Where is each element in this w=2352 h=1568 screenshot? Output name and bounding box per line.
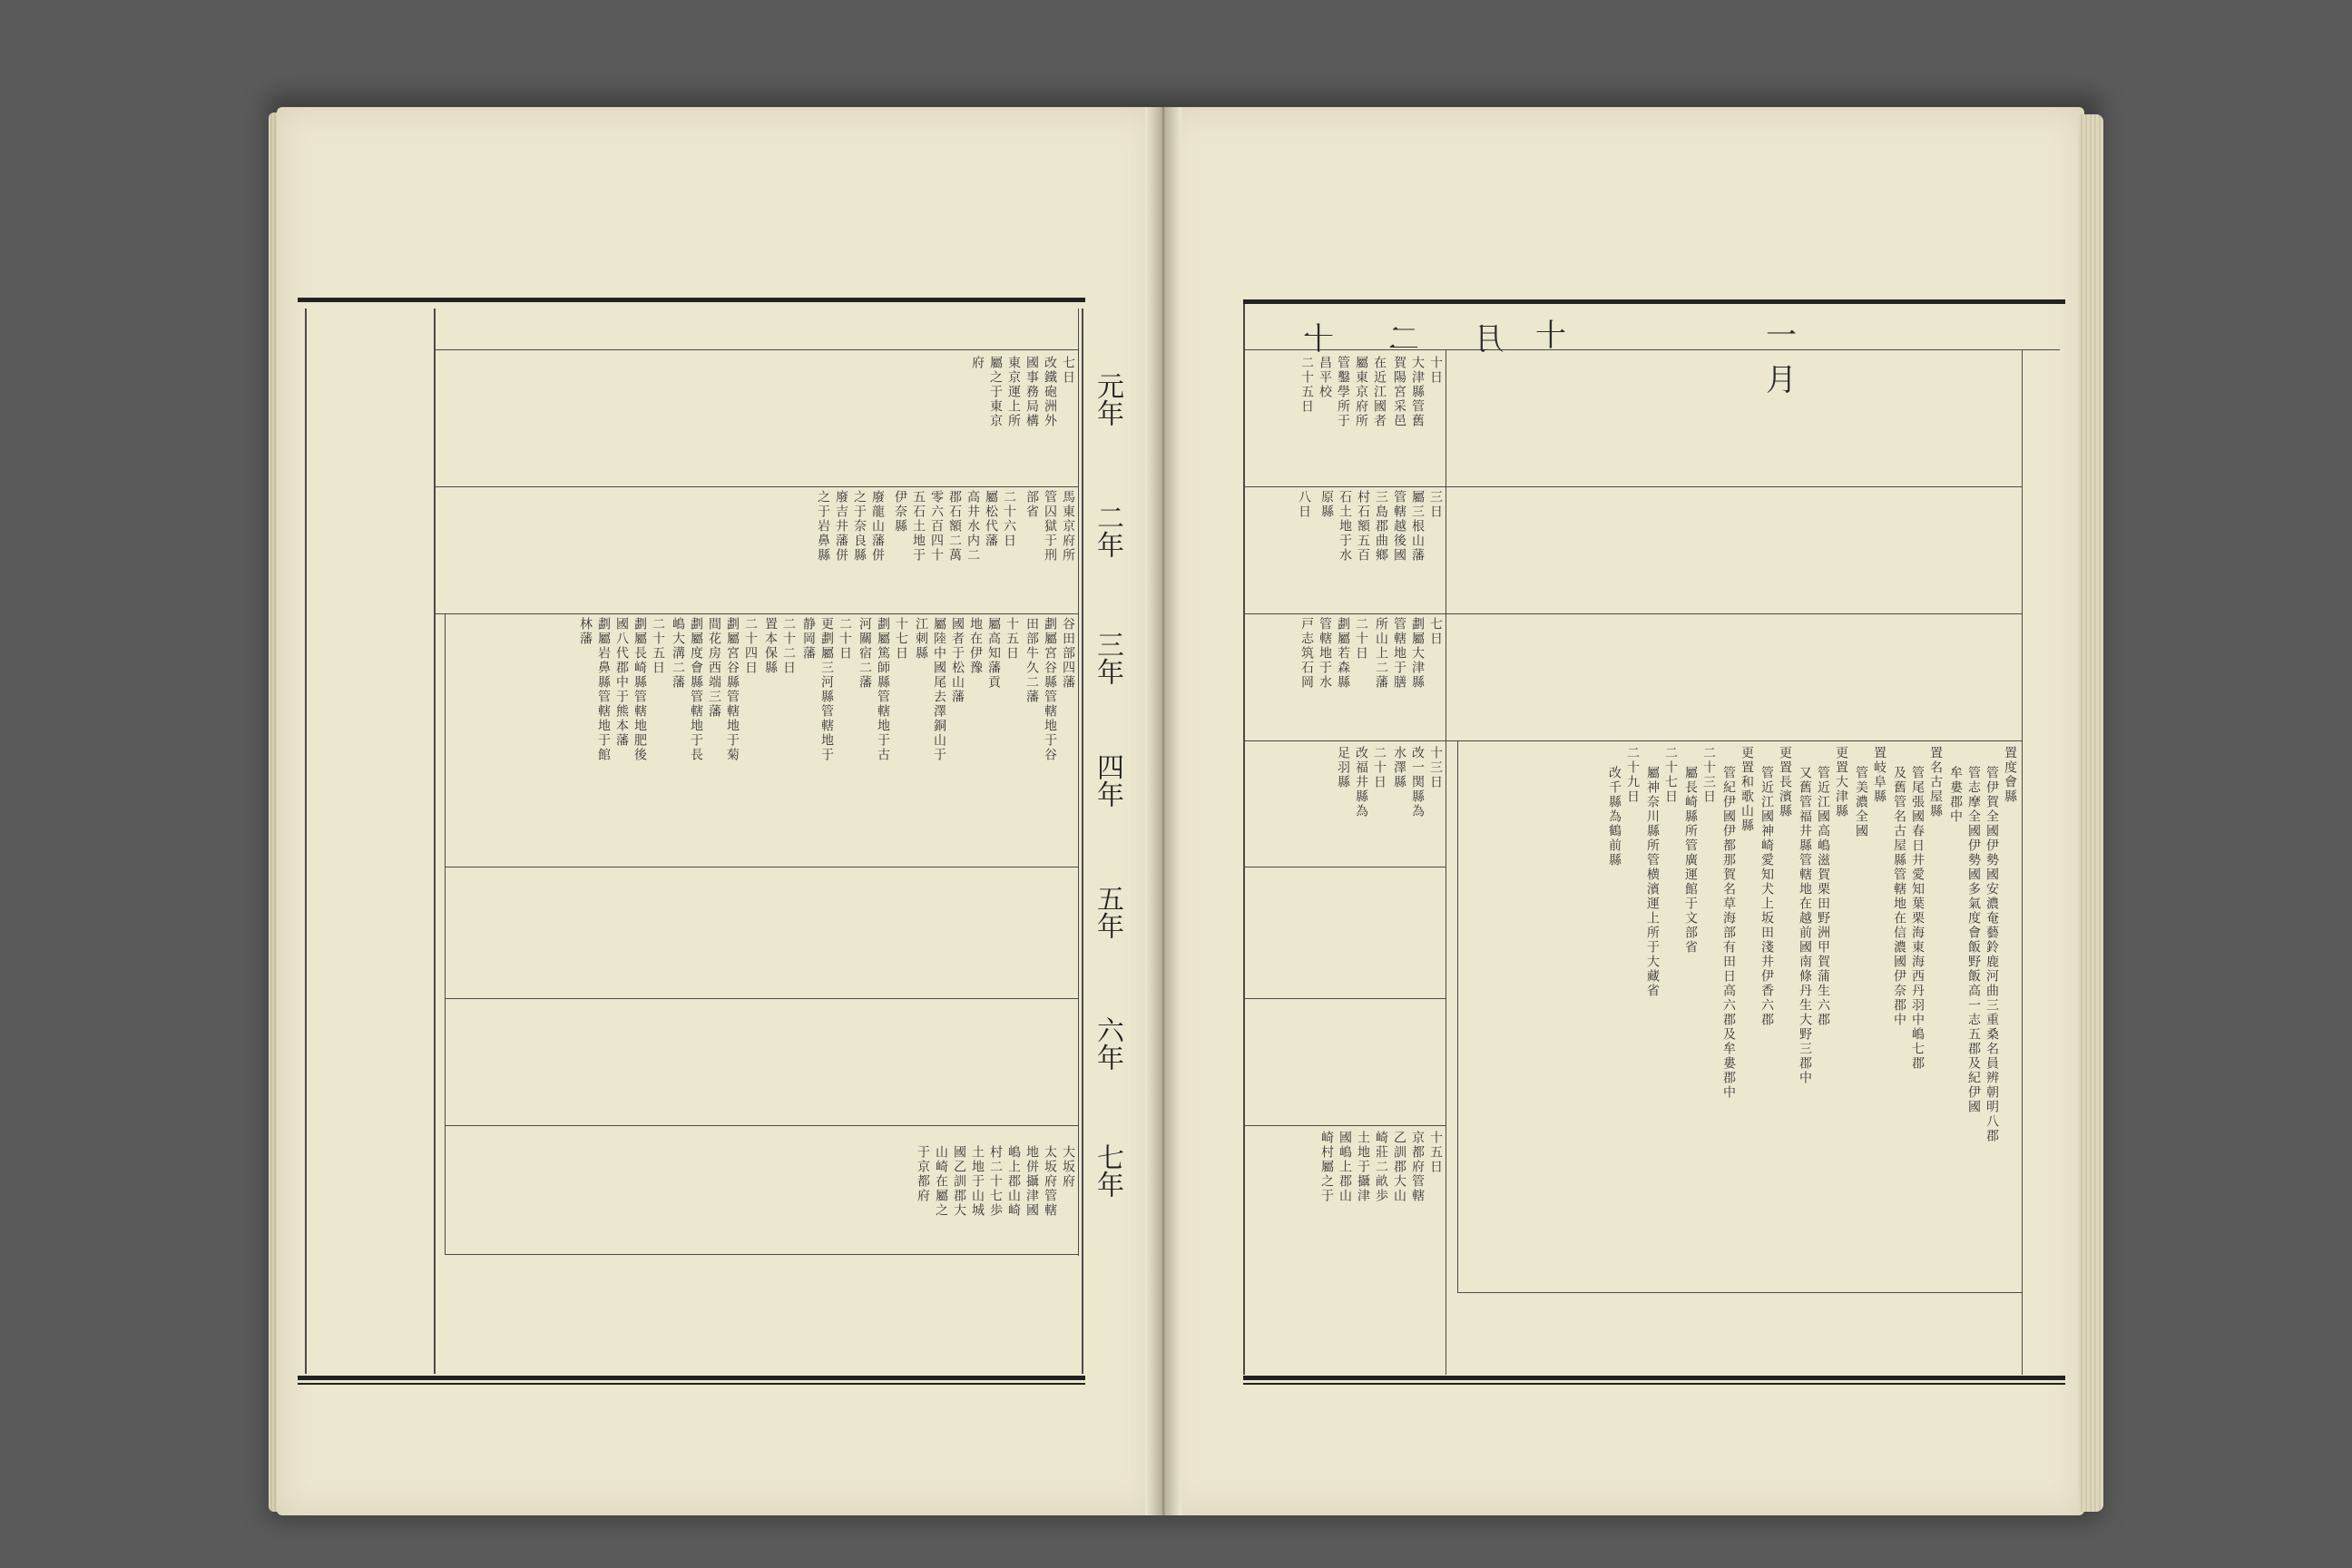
left-notes-row3 — [454, 617, 1075, 862]
note-line: 部省 — [1024, 490, 1039, 519]
left-top-rule — [298, 298, 1085, 302]
note-line: 置岐阜縣 — [1872, 746, 1886, 804]
note-line: 管轄地于膳 — [1392, 617, 1406, 690]
year-label-6: 六年 — [1092, 1016, 1123, 1071]
note-line: 賀陽宮采邑 — [1392, 356, 1406, 428]
note-line: 崎莊二畝歩 — [1374, 1131, 1388, 1203]
note-line: 屬之于東京 — [988, 356, 1003, 428]
note-line: 國嶋上郡山 — [1338, 1131, 1352, 1203]
note-line: 更劃屬三河縣管轄地于 — [819, 617, 834, 762]
note-line: 管尾張國春日井愛知葉栗海東海西丹羽中嶋七郡 — [1910, 766, 1925, 1071]
note-line: 十七日 — [894, 617, 908, 661]
note-line: 土地于山城 — [970, 1145, 985, 1218]
note-line: 改千縣為鶴前縣 — [1607, 766, 1622, 867]
note-line: 管美濃全國 — [1854, 766, 1868, 838]
note-line: 廢吉井藩併 — [834, 490, 848, 563]
note-line: 屬東京府所 — [1354, 356, 1368, 428]
right-row-sep-6 — [1245, 1125, 1446, 1126]
note-line: 足羽縣 — [1336, 746, 1350, 789]
right-row-sep-2 — [1245, 613, 2022, 614]
note-line: 三島郡曲鄉 — [1374, 490, 1388, 563]
month-header-eleventh — [1488, 310, 1996, 399]
note-line: 之于奈良縣 — [852, 490, 867, 563]
note-line: 置名古屋縣 — [1928, 746, 1943, 818]
note-line: 河關宿二藩 — [858, 617, 872, 690]
book-gutter — [1145, 107, 1181, 1515]
note-line: 地在伊豫 — [968, 617, 983, 675]
note-line: 村二十七歩 — [988, 1145, 1003, 1218]
note-line: 馬東京府所 — [1061, 490, 1075, 563]
note-line: 大坂府 — [1061, 1145, 1075, 1189]
note-line: 八日 — [1297, 490, 1311, 519]
note-line: 郡石額二萬 — [947, 490, 962, 563]
note-line: 地併攝津國 — [1024, 1145, 1039, 1218]
right-twelfth-low — [1252, 617, 1443, 737]
note-line: 劃屬宮谷縣管轄地于谷 — [1043, 617, 1057, 762]
note-line: 屬高知藩貢 — [986, 617, 1001, 690]
note-line: 戸志筑石岡 — [1299, 617, 1314, 690]
note-line: 崎村屬之于 — [1319, 1131, 1334, 1203]
note-line: 七日 — [1061, 356, 1075, 385]
note-line: 管伊賀全國伊勢國安濃奄藝鈴鹿河曲三重桑名員辨朝明八郡 — [1984, 766, 1999, 1143]
note-line: 七日 — [1428, 617, 1443, 646]
note-line: 管志摩全國伊勢國多氣度會飯野飯高一志五郡及紀伊國 — [1966, 766, 1981, 1114]
note-line: 府 — [970, 356, 985, 370]
note-line: 二十七日 — [1663, 746, 1678, 804]
note-line: 水澤縣 — [1392, 746, 1406, 789]
note-line: 五石土地于 — [911, 490, 926, 563]
notes-column-right — [1078, 309, 1079, 1256]
right-row-sep-5 — [1245, 998, 1446, 999]
note-line: 山崎在屬之 — [934, 1145, 948, 1218]
year-row-sep-5 — [445, 998, 1078, 999]
note-line: 置本保縣 — [763, 617, 778, 675]
month-header-eleventh-text: 十一月 — [1535, 318, 1996, 398]
note-line: 間花房西端三藩 — [707, 617, 721, 719]
note-line: 更置和歌山縣 — [1740, 746, 1754, 833]
note-line: 屬陸中國尾去澤銅山于 — [932, 617, 946, 762]
note-line: 東京運上所 — [1006, 356, 1021, 428]
note-line: 屬松代藩 — [984, 490, 998, 548]
right-outer-right-vline — [2022, 349, 2023, 1375]
note-line: 京都府管轄 — [1410, 1131, 1425, 1203]
year-row-sep-6 — [445, 1125, 1078, 1126]
note-line: 大津縣管舊 — [1410, 356, 1425, 428]
right-page-edge — [2078, 114, 2103, 1512]
note-line: 二十六日 — [1002, 490, 1016, 548]
note-line: 更置大津縣 — [1834, 746, 1848, 818]
note-line: 又舊管福井縣管轄地在越前國南條丹生大野三郡中 — [1798, 766, 1812, 1085]
note-line: 嶋上郡山崎 — [1006, 1145, 1021, 1218]
note-line: 零六百四十 — [929, 490, 944, 563]
note-line: 管紀伊國伊都那賀名草海部有田日高六郡及牟婁郡中 — [1721, 766, 1736, 1100]
note-line: 管近江國神崎愛知犬上坂田淺井伊香六郡 — [1759, 766, 1774, 1027]
note-line: 原縣 — [1319, 490, 1334, 519]
year-label-4: 四年 — [1092, 753, 1123, 808]
left-notes-row7 — [853, 1145, 1075, 1252]
note-line: 屬神奈川縣所管横濱運上所于大藏省 — [1645, 766, 1660, 998]
note-line: 二十日 — [1372, 746, 1387, 789]
note-line: 于京都府 — [916, 1145, 930, 1203]
note-line: 屬三根山藩 — [1410, 490, 1425, 563]
note-line: 國八代郡中于熊本藩 — [614, 617, 629, 748]
note-line: 改鐵砲洲外 — [1043, 356, 1057, 428]
note-line: 十三日 — [1428, 746, 1443, 789]
year-label-5: 五年 — [1092, 885, 1123, 939]
note-line: 劃屬若森縣 — [1336, 617, 1350, 690]
note-line: 石土地于水 — [1338, 490, 1352, 563]
note-line: 昌平校 — [1318, 356, 1332, 399]
note-line: 管鑿學所于 — [1336, 356, 1350, 428]
year-row-sep-7 — [445, 1254, 1078, 1255]
year-label-7: 七年 — [1092, 1143, 1123, 1198]
note-line: 二十五日 — [651, 617, 665, 675]
right-box-left — [1457, 740, 1458, 1292]
note-line: 林藩 — [578, 617, 593, 646]
note-line: 管近江國高嶋滋賀栗田野洲甲賀蒲生六郡 — [1816, 766, 1830, 1027]
note-line: 國乙訓郡大 — [952, 1145, 966, 1218]
note-line: 江刺縣 — [914, 617, 928, 661]
note-line: 劃屬大津縣 — [1410, 617, 1425, 690]
note-line: 國者于松山藩 — [950, 617, 965, 704]
year-label-1: 元年 — [1092, 372, 1123, 426]
note-line: 國事務局構 — [1024, 356, 1039, 428]
right-twelfth-bottom — [1252, 1131, 1443, 1258]
note-line: 二十日 — [1354, 617, 1368, 661]
note-line: 牟婁郡中 — [1948, 766, 1963, 824]
note-line: 更置長濱縣 — [1778, 746, 1792, 818]
note-line: 嶋大溝二藩 — [671, 617, 685, 690]
year-label-3: 三年 — [1092, 631, 1123, 685]
note-line: 村石額五百 — [1356, 490, 1370, 563]
note-line: 改福井縣為 — [1354, 746, 1368, 818]
right-twelfth-upper — [1252, 356, 1443, 483]
note-line: 劃屬篤師縣管轄地于古 — [876, 617, 890, 762]
note-line: 伊奈縣 — [893, 490, 907, 534]
right-outer-left-vline — [1243, 304, 1245, 1375]
note-line: 劃屬宮谷縣管轄地于菊 — [725, 617, 740, 762]
note-line: 置度會縣 — [2003, 746, 2017, 804]
left-inner-vline — [434, 309, 436, 1374]
year-row-sep-1 — [436, 349, 1078, 350]
right-eleventh-extra — [1298, 746, 1443, 927]
note-line: 二十九日 — [1625, 746, 1640, 804]
note-line: 静岡藩 — [801, 617, 816, 661]
month-header-twelfth — [1249, 314, 1504, 358]
note-line: 田部牛久二藩 — [1024, 617, 1039, 704]
right-row-sep-1 — [1245, 486, 2022, 487]
note-line: 二十五日 — [1299, 356, 1314, 414]
note-line: 十五日 — [1428, 1131, 1443, 1174]
note-line: 高井水内二 — [965, 490, 980, 563]
note-line: 二十三日 — [1701, 746, 1716, 804]
right-row-sep-3 — [1245, 740, 2022, 741]
note-line: 二十日 — [838, 617, 852, 661]
year-column-vline — [1082, 309, 1083, 1374]
note-line: 劃屬岩鼻縣管轄地于館 — [596, 617, 611, 762]
note-line: 屬長崎縣所管廣運館于文部省 — [1683, 766, 1698, 955]
note-line: 二十二日 — [781, 617, 796, 675]
note-line: 之于岩鼻縣 — [816, 490, 830, 563]
note-line: 改一関縣為 — [1410, 746, 1425, 818]
note-line: 土地于攝津 — [1356, 1131, 1370, 1203]
note-line: 管轄越後國 — [1392, 490, 1406, 563]
right-bottom-rule — [1243, 1376, 2065, 1380]
note-line: 管囚獄于刑 — [1043, 490, 1057, 563]
note-line: 劃屬長崎縣管轄地肥後 — [632, 617, 647, 762]
left-outer-vline — [305, 309, 307, 1374]
note-line: 在近江國者 — [1372, 356, 1387, 428]
row3-left-vline — [445, 613, 446, 1254]
left-notes-row2 — [708, 490, 1075, 612]
left-notes-row1 — [916, 356, 1075, 483]
note-line: 二十四日 — [743, 617, 758, 675]
year-row-sep-2 — [436, 486, 1078, 487]
note-line: 所山上二藩 — [1374, 617, 1388, 690]
note-line: 廢龍山藩併 — [870, 490, 885, 563]
right-eleventh-main — [1461, 746, 2019, 1289]
right-twelfth-mid — [1252, 490, 1443, 610]
left-bottom-rule — [298, 1376, 1085, 1380]
note-line: 十五日 — [1004, 617, 1019, 661]
month-header-twelfth-text: 十二月 — [1249, 321, 1504, 358]
right-bottom-rule-2 — [1243, 1383, 2065, 1385]
note-line: 谷田部四藩 — [1061, 617, 1075, 690]
note-line: 三日 — [1428, 490, 1443, 519]
note-line: 及舊管名古屋縣管轄地在信濃國伊奈郡中 — [1892, 766, 1906, 1027]
right-top-rule — [1243, 299, 2065, 304]
year-label-2: 二年 — [1092, 504, 1123, 558]
note-line: 劃屬度會縣管轄地于長 — [689, 617, 703, 762]
note-line: 太坂府管轄 — [1043, 1145, 1057, 1218]
right-box-bottom — [1457, 1292, 2022, 1293]
year-row-sep-3 — [436, 613, 1078, 614]
left-bottom-rule-2 — [298, 1383, 1085, 1385]
note-line: 管轄地于水 — [1318, 617, 1332, 690]
note-line: 乙訓郡大山 — [1392, 1131, 1406, 1203]
note-line: 十日 — [1428, 356, 1443, 385]
